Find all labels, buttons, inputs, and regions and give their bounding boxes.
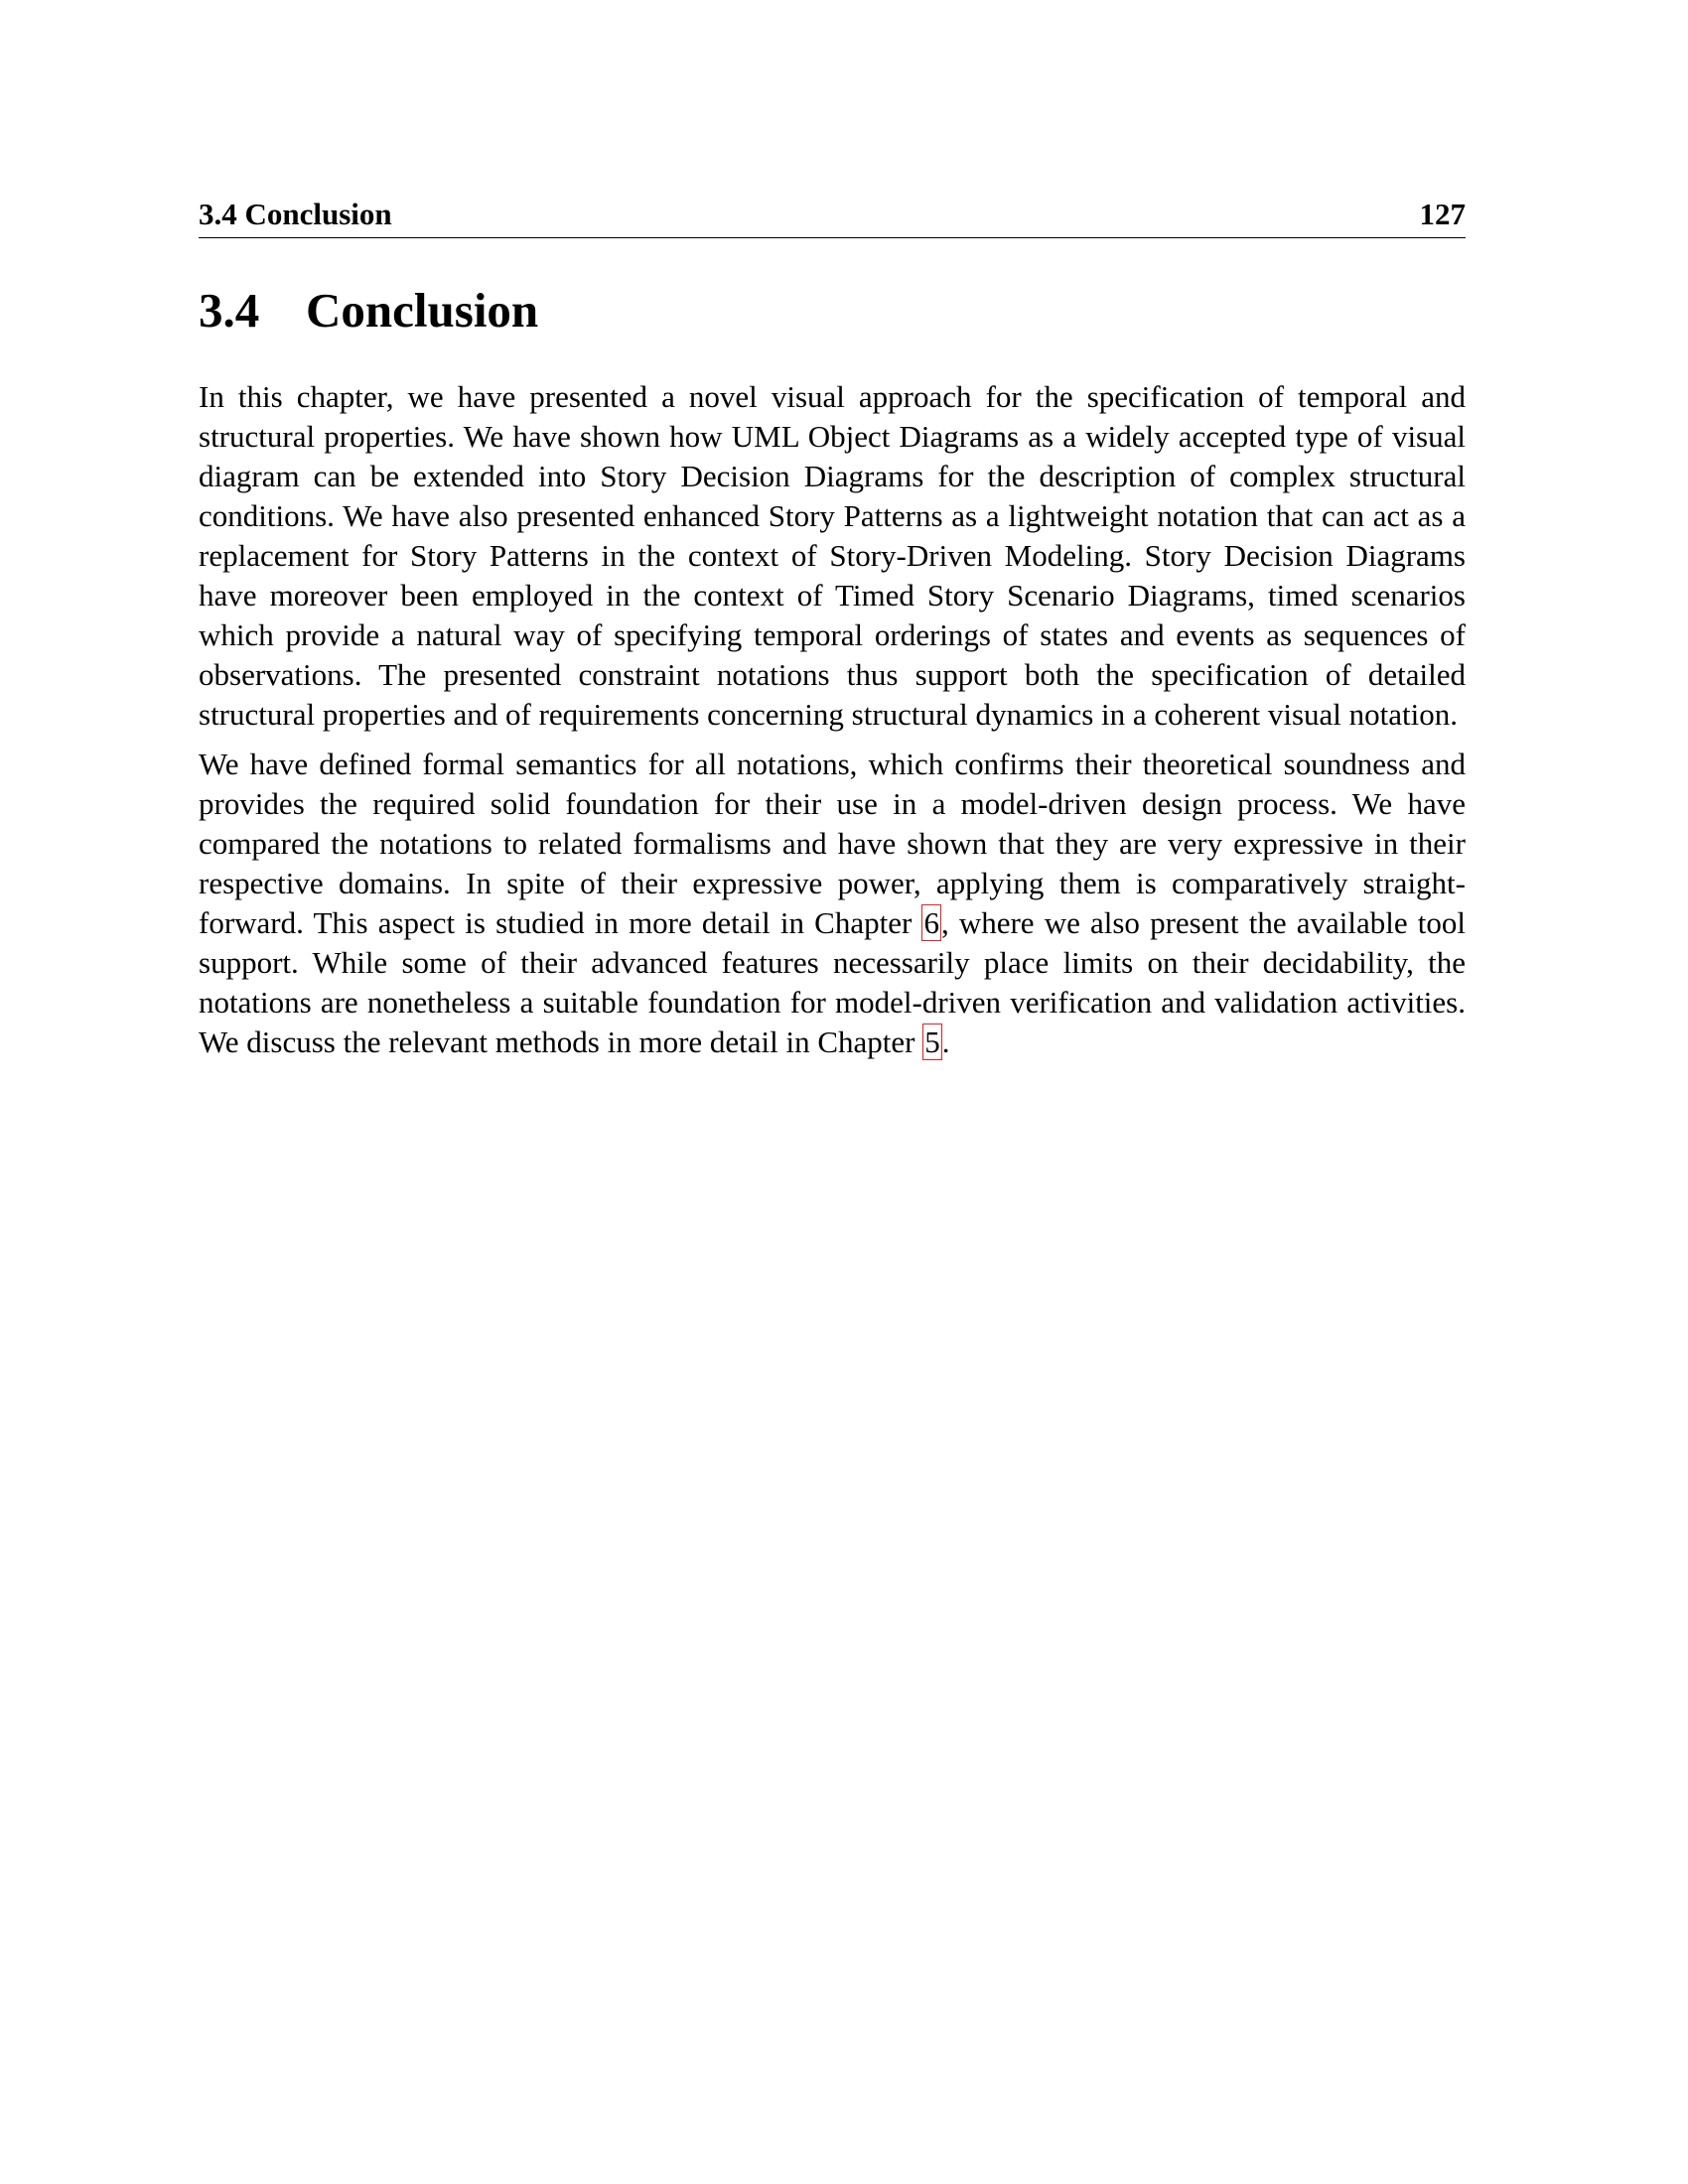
page-number: 127	[1419, 197, 1466, 231]
running-header	[199, 195, 1466, 238]
section-body	[199, 377, 1466, 1072]
paragraph-2	[199, 745, 1466, 1062]
paragraph-2-text-a: We have defined formal semantics for all notations, which confirms their theoretical soundness and provides the required solid foundation for their use in a model-driven design process. We have compared the notations to related formalisms and have shown that they are very expressive in their respective domains. In spite of their expressive power, applying them is comparatively straight-forward. This aspect is studied in more detail in Chapter	[199, 747, 1466, 940]
chapter-5-link[interactable]: 5	[924, 1024, 940, 1059]
paragraph-2-text-c: .	[941, 1024, 950, 1059]
paragraph-2-text-b: , where we also present the available tool support. While some of their advanced features necessarily place limits on their decidability, the notations are nonetheless a suitable foundation for model-driven verification and validation activities. We discuss the relevant methods in more detail in Chapter	[199, 905, 1466, 1059]
section-heading	[199, 278, 538, 343]
running-title: 3.4 Conclusion	[199, 197, 392, 231]
section-title: Conclusion	[306, 283, 539, 338]
chapter-6-link[interactable]: 6	[923, 905, 939, 940]
paragraph-1: In this chapter, we have presented a novel visual approach for the specification of temporal and structural properties. We have shown how UML Object Diagrams as a widely accepted type of visual diagram can be extended into Story Decision Diagrams for the description of complex structural conditions. We have also presented enhanced Story Patterns as a lightweight notation that can act as a replacement for Story Patterns in the context of Story-Driven Modeling. Story Decision Diagrams have moreover been employed in the context of Timed Story Scenario Diagrams, timed scenarios which provide a natural way of specifying temporal orderings of states and events as sequences of observations. The presented constraint notations thus support both the specification of detailed structural properties and of requirements concerning structural dynamics in a coherent visual notation.	[199, 379, 1466, 732]
section-number: 3.4	[199, 283, 260, 338]
